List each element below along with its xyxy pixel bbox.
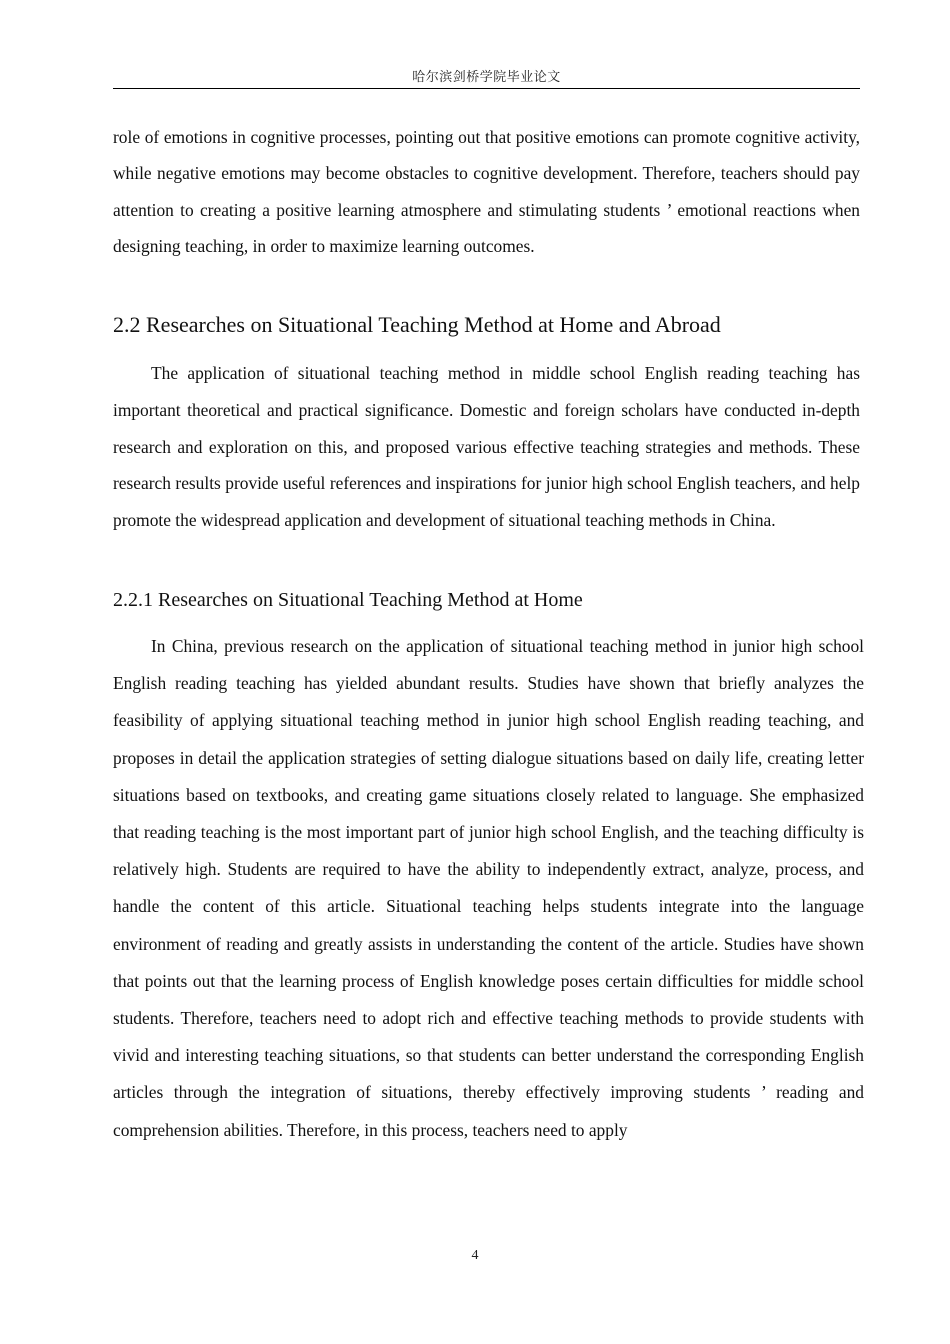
page-number: 4	[471, 1248, 479, 1263]
header-divider	[113, 88, 860, 89]
section-heading: 2.2 Researches on Situational Teaching Method at Home and Abroad	[113, 312, 721, 337]
body-paragraph: role of emotions in cognitive processes, pointing out that positive emotions can promote cognitive activity, while negative emotions may become obstacles to cognitive development. Therefore, teachers should pay attention to creating a positive learning atmosphere and stimulating students ’ emotional reactions when designing teaching, in order to maximize learning outcomes.	[113, 127, 860, 257]
subsection-heading: 2.2.1 Researches on Situational Teaching Method at Home	[113, 589, 583, 611]
body-paragraph: In China, previous research on the application of situational teaching method in junior high school English reading teaching has yielded abundant results. Studies have shown that briefly analyzes the feasibility of applying situational teaching method in junior high school English reading teaching, and proposes in detail the application strategies of setting dialogue situations based on daily life, creating letter situations based on textbooks, and creating game situations closely related to language. She emphasized that reading teaching is the most important part of junior high school English, and the teaching difficulty is relatively high. Students are required to have the ability to independently extract, analyze, process, and handle the content of this article. Situational teaching helps students integrate into the language environment of reading and greatly assists in understanding the content of the article. Studies have shown that points out that the learning process of English knowledge poses certain difficulties for middle school students. Therefore, teachers need to adopt rich and effective teaching methods to provide students with vivid and interesting teaching situations, so that students can better understand the corresponding English articles through the integration of situations, thereby effectively improving students ’ reading and comprehension abilities. Therefore, in this process, teachers need to apply	[113, 636, 864, 1140]
page-header-title: 哈尔滨剑桥学院毕业论文	[412, 70, 561, 85]
body-paragraph: The application of situational teaching method in middle school English reading teaching has important theoretical and practical significance. Domestic and foreign scholars have conducted in-depth research and exploration on this, and proposed various effective teaching strategies and methods. These research results provide useful references and inspirations for junior high school English teachers, and help promote the widespread application and development of situational teaching methods in China.	[113, 363, 860, 531]
